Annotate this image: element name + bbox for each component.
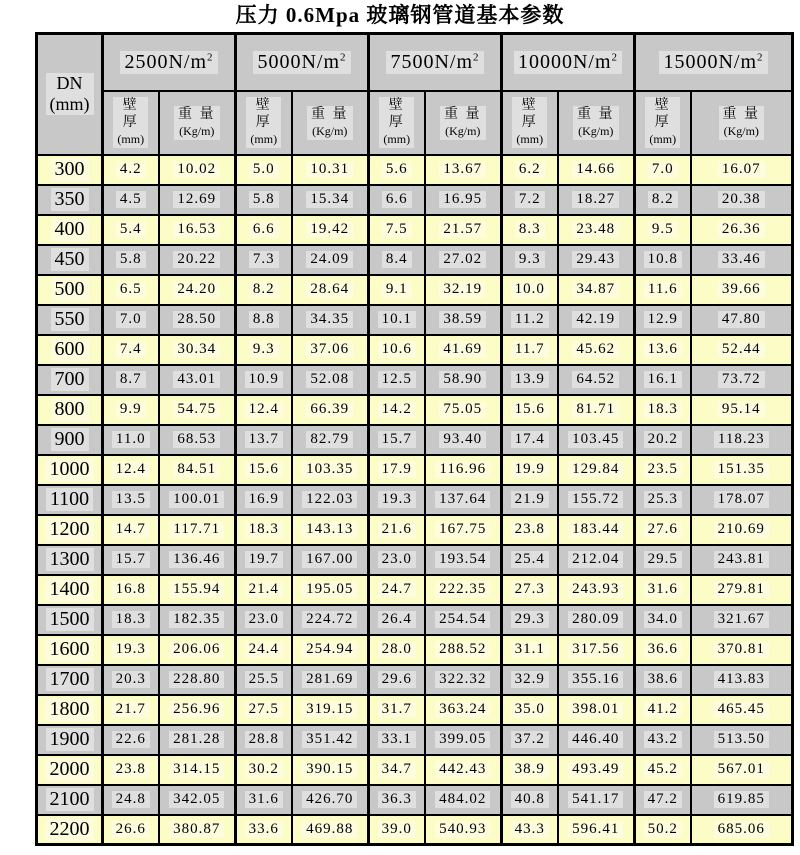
dn-cell: 1600 [37,635,103,665]
wall-thickness-cell: 19.7 [236,545,292,575]
wall-thickness-cell: 16.8 [103,575,159,605]
weight-cell: 314.15 [159,755,236,785]
weight-cell: 685.06 [691,815,793,845]
dn-cell: 300 [37,155,103,185]
wall-thickness-cell: 36.3 [369,785,425,815]
wall-thickness-cell: 9.3 [502,245,558,275]
weight-cell: 10.31 [292,155,369,185]
weight-cell: 619.85 [691,785,793,815]
weight-cell: 442.43 [425,755,502,785]
weight-cell: 178.07 [691,485,793,515]
table-row [37,545,793,575]
weight-cell: 100.01 [159,485,236,515]
weight-cell: 390.15 [292,755,369,785]
dn-cell: 900 [37,425,103,455]
wall-thickness-cell: 33.1 [369,725,425,755]
wall-thickness-cell: 24.8 [103,785,159,815]
wall-thickness-cell: 15.7 [369,425,425,455]
dn-cell: 1900 [37,725,103,755]
weight-cell: 28.50 [159,305,236,335]
weight-cell: 243.81 [691,545,793,575]
wall-thickness-cell: 12.4 [236,395,292,425]
group-header-row [37,34,793,91]
table-row [37,365,793,395]
weight-cell: 75.05 [425,395,502,425]
wall-thickness-cell: 24.4 [236,635,292,665]
weight-cell: 540.93 [425,815,502,845]
weight-cell: 380.87 [159,815,236,845]
wall-thickness-cell: 16.9 [236,485,292,515]
wall-thickness-header: 壁 厚 (mm) [369,91,425,155]
wall-thickness-cell: 7.0 [635,155,691,185]
dn-cell: 400 [37,215,103,245]
weight-cell: 21.57 [425,215,502,245]
weight-cell: 143.13 [292,515,369,545]
wall-thickness-cell: 6.2 [502,155,558,185]
table-row [37,305,793,335]
table-row [37,695,793,725]
weight-cell: 288.52 [425,635,502,665]
weight-header: 重 量 (Kg/m) [292,91,369,155]
weight-cell: 212.04 [558,545,635,575]
wall-thickness-cell: 7.4 [103,335,159,365]
weight-cell: 279.81 [691,575,793,605]
wall-thickness-cell: 8.2 [635,185,691,215]
wall-thickness-cell: 34.7 [369,755,425,785]
wall-thickness-cell: 29.5 [635,545,691,575]
weight-cell: 210.69 [691,515,793,545]
weight-header: 重 量 (Kg/m) [558,91,635,155]
wall-thickness-cell: 18.3 [635,395,691,425]
table-row [37,395,793,425]
weight-cell: 222.35 [425,575,502,605]
wall-thickness-cell: 21.9 [502,485,558,515]
weight-cell: 370.81 [691,635,793,665]
wall-thickness-cell: 9.1 [369,275,425,305]
wall-thickness-cell: 34.0 [635,605,691,635]
wall-thickness-cell: 37.2 [502,725,558,755]
weight-cell: 567.01 [691,755,793,785]
weight-cell: 484.02 [425,785,502,815]
wall-thickness-cell: 8.8 [236,305,292,335]
wall-thickness-cell: 23.5 [635,455,691,485]
wall-thickness-cell: 6.5 [103,275,159,305]
weight-cell: 256.96 [159,695,236,725]
wall-thickness-cell: 13.6 [635,335,691,365]
wall-thickness-cell: 9.9 [103,395,159,425]
wall-thickness-cell: 19.9 [502,455,558,485]
weight-cell: 20.22 [159,245,236,275]
weight-cell: 32.19 [425,275,502,305]
weight-cell: 73.72 [691,365,793,395]
wall-thickness-cell: 11.6 [635,275,691,305]
wall-thickness-cell: 17.4 [502,425,558,455]
table-row [37,455,793,485]
table-row [37,515,793,545]
weight-cell: 14.66 [558,155,635,185]
weight-cell: 413.83 [691,665,793,695]
weight-cell: 16.07 [691,155,793,185]
wall-thickness-cell: 10.0 [502,275,558,305]
dn-cell: 1100 [37,485,103,515]
dn-cell: 1700 [37,665,103,695]
wall-thickness-cell: 11.0 [103,425,159,455]
weight-cell: 322.32 [425,665,502,695]
weight-cell: 206.06 [159,635,236,665]
wall-thickness-cell: 31.1 [502,635,558,665]
weight-cell: 30.34 [159,335,236,365]
weight-cell: 82.79 [292,425,369,455]
wall-thickness-cell: 20.3 [103,665,159,695]
group-header-15000: $15000N/m^2$ [635,34,793,91]
weight-cell: 317.56 [558,635,635,665]
weight-cell: 10.02 [159,155,236,185]
wall-thickness-cell: 31.6 [236,785,292,815]
wall-thickness-cell: 23.0 [236,605,292,635]
wall-thickness-cell: 14.2 [369,395,425,425]
table-row [37,275,793,305]
weight-cell: 43.01 [159,365,236,395]
dn-cell: 500 [37,275,103,305]
wall-thickness-cell: 25.3 [635,485,691,515]
weight-cell: 93.40 [425,425,502,455]
weight-cell: 321.67 [691,605,793,635]
weight-cell: 84.51 [159,455,236,485]
weight-cell: 319.15 [292,695,369,725]
wall-thickness-cell: 8.7 [103,365,159,395]
wall-thickness-cell: 23.8 [103,755,159,785]
weight-cell: 469.88 [292,815,369,845]
wall-thickness-cell: 13.5 [103,485,159,515]
weight-cell: 23.48 [558,215,635,245]
dn-cell: 350 [37,185,103,215]
wall-thickness-cell: 19.3 [103,635,159,665]
weight-cell: 493.49 [558,755,635,785]
weight-cell: 195.05 [292,575,369,605]
weight-cell: 280.09 [558,605,635,635]
weight-cell: 33.46 [691,245,793,275]
weight-cell: 228.80 [159,665,236,695]
wall-thickness-cell: 43.2 [635,725,691,755]
dn-cell: 1500 [37,605,103,635]
weight-cell: 66.39 [292,395,369,425]
dn-cell: 550 [37,305,103,335]
group-header-5000: $5000N/m^2$ [236,34,369,91]
weight-cell: 18.27 [558,185,635,215]
dn-cell: 600 [37,335,103,365]
wall-thickness-cell: 23.8 [502,515,558,545]
weight-cell: 52.44 [691,335,793,365]
weight-cell: 58.90 [425,365,502,395]
weight-cell: 12.69 [159,185,236,215]
wall-thickness-cell: 5.4 [103,215,159,245]
weight-cell: 47.80 [691,305,793,335]
wall-thickness-cell: 25.5 [236,665,292,695]
wall-thickness-cell: 27.3 [502,575,558,605]
dn-cell: 1200 [37,515,103,545]
wall-thickness-cell: 5.8 [236,185,292,215]
wall-thickness-cell: 14.7 [103,515,159,545]
weight-cell: 20.38 [691,185,793,215]
weight-cell: 39.66 [691,275,793,305]
weight-cell: 129.84 [558,455,635,485]
wall-thickness-cell: 22.6 [103,725,159,755]
wall-thickness-cell: 17.9 [369,455,425,485]
wall-thickness-cell: 30.2 [236,755,292,785]
wall-thickness-cell: 16.1 [635,365,691,395]
wall-thickness-header: 壁 厚 (mm) [103,91,159,155]
weight-cell: 118.23 [691,425,793,455]
wall-thickness-cell: 15.7 [103,545,159,575]
wall-thickness-cell: 39.0 [369,815,425,845]
weight-cell: 399.05 [425,725,502,755]
wall-thickness-cell: 10.1 [369,305,425,335]
weight-cell: 54.75 [159,395,236,425]
group-header-2500: $2500N/m^2$ [103,34,236,91]
weight-cell: 351.42 [292,725,369,755]
wall-thickness-cell: 11.7 [502,335,558,365]
dn-cell: 1000 [37,455,103,485]
wall-thickness-header: 壁 厚 (mm) [236,91,292,155]
wall-thickness-cell: 5.8 [103,245,159,275]
weight-cell: 52.08 [292,365,369,395]
wall-thickness-cell: 26.4 [369,605,425,635]
weight-cell: 38.59 [425,305,502,335]
wall-thickness-cell: 38.9 [502,755,558,785]
wall-thickness-cell: 28.0 [369,635,425,665]
table-row [37,335,793,365]
weight-cell: 19.42 [292,215,369,245]
wall-thickness-cell: 45.2 [635,755,691,785]
wall-thickness-cell: 40.8 [502,785,558,815]
group-header-7500: $7500N/m^2$ [369,34,502,91]
weight-cell: 281.28 [159,725,236,755]
wall-thickness-header: 壁 厚 (mm) [635,91,691,155]
wall-thickness-cell: 29.3 [502,605,558,635]
wall-thickness-cell: 10.6 [369,335,425,365]
table-row [37,245,793,275]
table-row [37,605,793,635]
wall-thickness-cell: 20.2 [635,425,691,455]
weight-cell: 64.52 [558,365,635,395]
weight-cell: 95.14 [691,395,793,425]
weight-cell: 541.17 [558,785,635,815]
wall-thickness-cell: 8.4 [369,245,425,275]
dn-column-header: DN (mm) [37,34,103,155]
wall-thickness-cell: 5.0 [236,155,292,185]
sub-header-row [37,91,793,155]
wall-thickness-cell: 6.6 [369,185,425,215]
dn-cell: 2200 [37,815,103,845]
weight-header: 重 量 (Kg/m) [425,91,502,155]
weight-cell: 151.35 [691,455,793,485]
weight-cell: 117.71 [159,515,236,545]
weight-cell: 68.53 [159,425,236,455]
wall-thickness-cell: 9.5 [635,215,691,245]
weight-cell: 29.43 [558,245,635,275]
weight-cell: 596.41 [558,815,635,845]
weight-cell: 167.00 [292,545,369,575]
weight-cell: 26.36 [691,215,793,245]
wall-thickness-cell: 13.9 [502,365,558,395]
weight-cell: 16.95 [425,185,502,215]
table-row [37,665,793,695]
wall-thickness-cell: 31.7 [369,695,425,725]
wall-thickness-cell: 33.6 [236,815,292,845]
wall-thickness-cell: 11.2 [502,305,558,335]
table-row [37,725,793,755]
weight-cell: 243.93 [558,575,635,605]
wall-thickness-cell: 29.6 [369,665,425,695]
wall-thickness-cell: 50.2 [635,815,691,845]
table-row [37,425,793,455]
weight-cell: 16.53 [159,215,236,245]
weight-cell: 41.69 [425,335,502,365]
weight-cell: 167.75 [425,515,502,545]
weight-cell: 28.64 [292,275,369,305]
wall-thickness-cell: 38.6 [635,665,691,695]
page-title: 压力 0.6Mpa 玻璃钢管道基本参数 [235,3,565,27]
weight-cell: 224.72 [292,605,369,635]
weight-cell: 45.62 [558,335,635,365]
pipe-parameters-table [35,32,794,846]
dn-cell: 450 [37,245,103,275]
wall-thickness-cell: 19.3 [369,485,425,515]
wall-thickness-cell: 18.3 [236,515,292,545]
wall-thickness-cell: 27.6 [635,515,691,545]
wall-thickness-cell: 27.5 [236,695,292,725]
table-header [37,34,793,155]
table-row [37,815,793,845]
weight-cell: 183.44 [558,515,635,545]
weight-cell: 13.67 [425,155,502,185]
dn-cell: 2100 [37,785,103,815]
weight-header: 重 量 (Kg/m) [691,91,793,155]
weight-cell: 355.16 [558,665,635,695]
weight-cell: 155.72 [558,485,635,515]
table-row [37,185,793,215]
wall-thickness-cell: 8.3 [502,215,558,245]
wall-thickness-cell: 25.4 [502,545,558,575]
wall-thickness-cell: 7.5 [369,215,425,245]
wall-thickness-cell: 35.0 [502,695,558,725]
table-row [37,575,793,605]
weight-cell: 116.96 [425,455,502,485]
weight-cell: 34.35 [292,305,369,335]
weight-cell: 24.20 [159,275,236,305]
weight-cell: 193.54 [425,545,502,575]
weight-cell: 182.35 [159,605,236,635]
wall-thickness-cell: 31.6 [635,575,691,605]
dn-cell: 700 [37,365,103,395]
wall-thickness-cell: 12.9 [635,305,691,335]
wall-thickness-cell: 7.0 [103,305,159,335]
wall-thickness-cell: 18.3 [103,605,159,635]
wall-thickness-cell: 7.3 [236,245,292,275]
wall-thickness-cell: 7.2 [502,185,558,215]
wall-thickness-cell: 28.8 [236,725,292,755]
wall-thickness-cell: 13.7 [236,425,292,455]
wall-thickness-cell: 4.2 [103,155,159,185]
dn-cell: 1300 [37,545,103,575]
table-row [37,785,793,815]
table-body [37,155,793,845]
weight-cell: 122.03 [292,485,369,515]
weight-cell: 27.02 [425,245,502,275]
weight-cell: 37.06 [292,335,369,365]
table-row [37,485,793,515]
wall-thickness-cell: 21.7 [103,695,159,725]
wall-thickness-cell: 15.6 [236,455,292,485]
wall-thickness-cell: 4.5 [103,185,159,215]
wall-thickness-cell: 12.4 [103,455,159,485]
wall-thickness-cell: 15.6 [502,395,558,425]
weight-cell: 155.94 [159,575,236,605]
weight-cell: 42.19 [558,305,635,335]
dn-cell: 2000 [37,755,103,785]
wall-thickness-cell: 10.8 [635,245,691,275]
wall-thickness-cell: 12.5 [369,365,425,395]
group-header-10000: $10000N/m^2$ [502,34,635,91]
wall-thickness-cell: 9.3 [236,335,292,365]
wall-thickness-cell: 6.6 [236,215,292,245]
wall-thickness-header: 壁 厚 (mm) [502,91,558,155]
weight-cell: 363.24 [425,695,502,725]
weight-cell: 137.64 [425,485,502,515]
weight-cell: 136.46 [159,545,236,575]
wall-thickness-cell: 23.0 [369,545,425,575]
weight-cell: 103.45 [558,425,635,455]
weight-cell: 426.70 [292,785,369,815]
weight-cell: 465.45 [691,695,793,725]
wall-thickness-cell: 10.9 [236,365,292,395]
wall-thickness-cell: 24.7 [369,575,425,605]
weight-cell: 513.50 [691,725,793,755]
wall-thickness-cell: 41.2 [635,695,691,725]
weight-cell: 103.35 [292,455,369,485]
weight-cell: 81.71 [558,395,635,425]
table-row [37,755,793,785]
table-row [37,215,793,245]
wall-thickness-cell: 5.6 [369,155,425,185]
weight-cell: 446.40 [558,725,635,755]
wall-thickness-cell: 32.9 [502,665,558,695]
weight-cell: 342.05 [159,785,236,815]
weight-cell: 254.54 [425,605,502,635]
weight-cell: 398.01 [558,695,635,725]
dn-cell: 1400 [37,575,103,605]
table-row [37,635,793,665]
weight-header: 重 量 (Kg/m) [159,91,236,155]
weight-cell: 34.87 [558,275,635,305]
wall-thickness-cell: 43.3 [502,815,558,845]
dn-cell: 800 [37,395,103,425]
wall-thickness-cell: 26.6 [103,815,159,845]
weight-cell: 254.94 [292,635,369,665]
weight-cell: 24.09 [292,245,369,275]
wall-thickness-cell: 21.4 [236,575,292,605]
wall-thickness-cell: 8.2 [236,275,292,305]
dn-cell: 1800 [37,695,103,725]
wall-thickness-cell: 21.6 [369,515,425,545]
wall-thickness-cell: 36.6 [635,635,691,665]
wall-thickness-cell: 47.2 [635,785,691,815]
weight-cell: 15.34 [292,185,369,215]
weight-cell: 281.69 [292,665,369,695]
table-row [37,155,793,185]
